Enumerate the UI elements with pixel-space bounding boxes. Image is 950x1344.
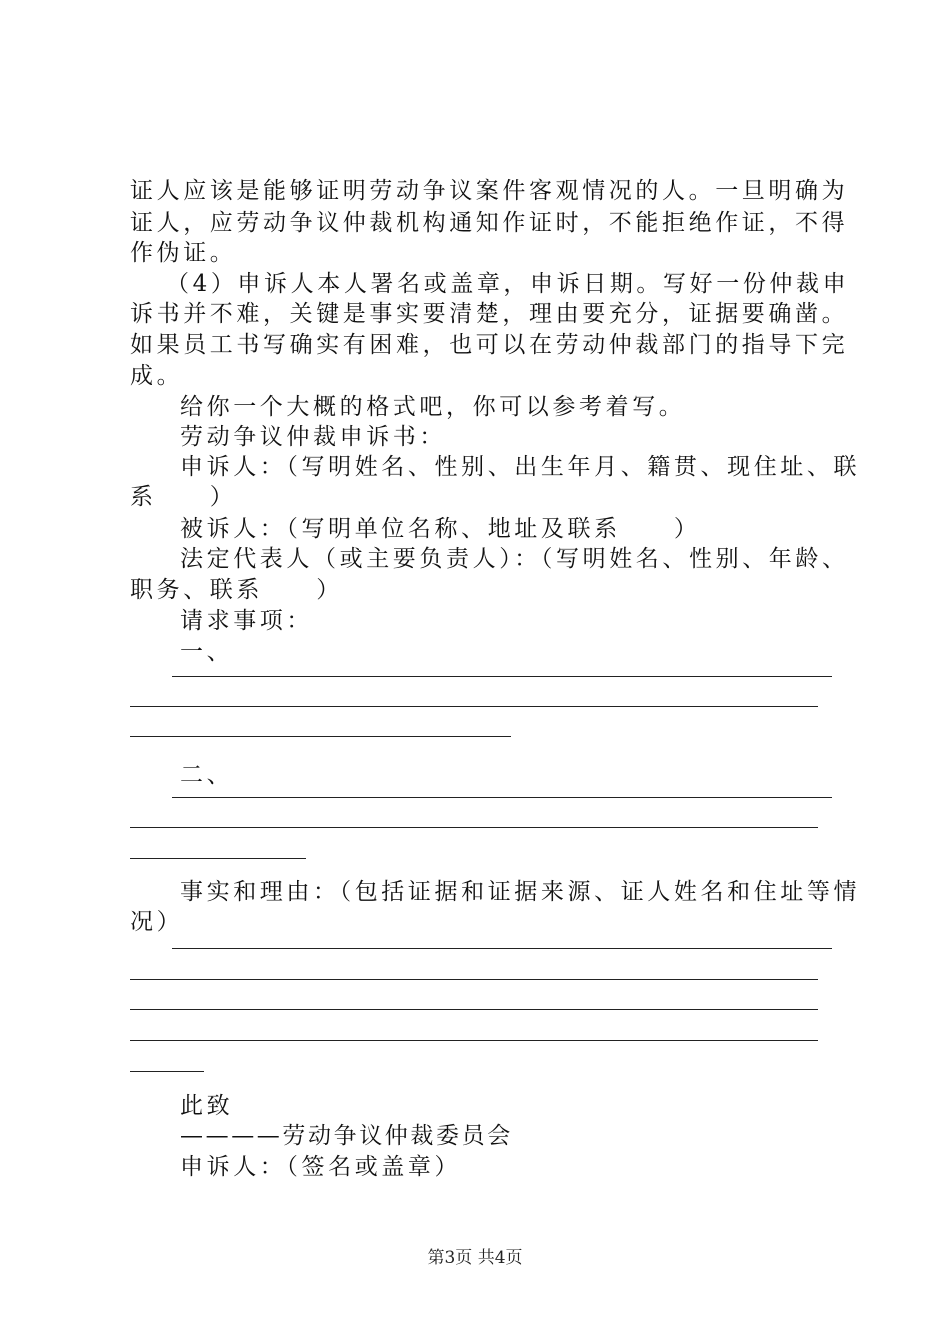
fill-in-line: [130, 858, 306, 859]
fill-in-line: [130, 979, 818, 980]
closing-salutation: 此致: [180, 1093, 234, 1119]
document-page: [130, 0, 861, 1344]
body-line: 证人，应劳动争议仲裁机构通知作证时，不能拒绝作证，不得: [130, 210, 849, 236]
body-line: 成。: [130, 363, 184, 389]
item-label: 二、: [180, 762, 234, 788]
body-line: 况）: [130, 909, 184, 935]
section-heading: 请求事项：: [180, 608, 313, 634]
fill-in-line: [130, 1040, 818, 1041]
fill-in-line: [130, 1009, 818, 1010]
section-heading: 事实和理由：（包括证据和证据来源、证人姓名和住址等情: [180, 879, 861, 905]
body-line: 系 ）: [130, 484, 237, 510]
body-line: 法定代表人（或主要负责人）：（写明姓名、性别、年龄、: [180, 546, 849, 572]
fill-in-line: [130, 1071, 204, 1072]
addressee: ————劳动争议仲裁委员会: [180, 1123, 513, 1149]
body-line: 诉书并不难，关键是事实要清楚，理由要充分，证据要确凿。: [130, 301, 849, 327]
form-title: 劳动争议仲裁申诉书：: [180, 424, 446, 450]
page-number: 第3页 共4页: [427, 1248, 523, 1268]
signature-line: 申诉人：（签名或盖章）: [180, 1154, 462, 1180]
fill-in-line: [172, 676, 832, 677]
body-line: 作伪证。: [130, 240, 237, 266]
body-line: 给你一个大概的格式吧，你可以参考着写。: [180, 394, 686, 420]
fill-in-line: [130, 706, 818, 707]
body-line: 如果员工书写确实有困难，也可以在劳动仲裁部门的指导下完: [130, 332, 849, 358]
body-line: （4）申诉人本人署名或盖章，申诉日期。写好一份仲裁申: [166, 271, 850, 297]
body-line: 职务、联系 ）: [130, 577, 343, 603]
fill-in-line: [172, 797, 832, 798]
fill-in-line: [172, 948, 832, 949]
body-line: 申诉人：（写明姓名、性别、出生年月、籍贯、现住址、联: [180, 454, 861, 480]
item-label: 一、: [180, 639, 234, 665]
body-line: 被诉人：（写明单位名称、地址及联系 ）: [180, 516, 701, 542]
fill-in-line: [130, 827, 818, 828]
body-line: 证人应该是能够证明劳动争议案件客观情况的人。一旦明确为: [130, 178, 849, 204]
fill-in-line: [130, 736, 511, 737]
